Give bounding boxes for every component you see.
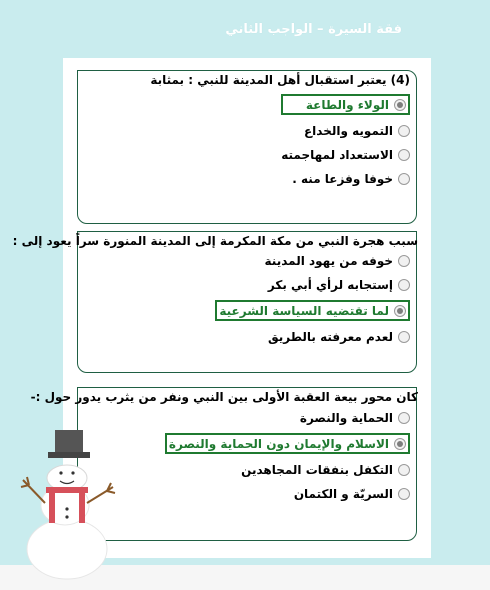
option-2[interactable] xyxy=(215,273,410,297)
radio-selected[interactable] xyxy=(394,99,406,111)
options-list xyxy=(165,406,410,506)
radio-button[interactable] xyxy=(398,125,410,137)
option-1[interactable] xyxy=(281,94,410,115)
option-4[interactable] xyxy=(281,167,410,191)
question-card-1 xyxy=(77,70,417,224)
option-label: التمويه والخداع xyxy=(303,124,393,138)
radio-button[interactable] xyxy=(398,464,410,476)
question-text: كان محور بيعة العقبة الأولى بين النبي ونفر من يثرب يدور حول :- xyxy=(30,390,418,404)
option-label: خوفه من يهود المدينة xyxy=(264,254,393,268)
radio-button[interactable] xyxy=(398,331,410,343)
radio-selected[interactable] xyxy=(394,305,406,317)
option-3[interactable] xyxy=(215,300,410,321)
option-label: الاسلام والإيمان دون الحماية والنصرة xyxy=(168,436,389,451)
snowman-icon xyxy=(15,425,125,585)
question-card-2 xyxy=(12,231,418,373)
options-list xyxy=(215,249,410,349)
option-label: الاستعداد لمهاجمته xyxy=(281,148,393,162)
option-3[interactable] xyxy=(165,458,410,482)
signature-text: صمت مؤلم xyxy=(34,540,94,553)
option-label: السريّة و الكتمان xyxy=(293,487,393,501)
radio-button[interactable] xyxy=(398,488,410,500)
radio-button[interactable] xyxy=(398,412,410,424)
option-label: لما تقتضيه السياسة الشرعية xyxy=(219,303,389,318)
option-label: الولاء والطاعة xyxy=(305,97,389,112)
radio-button[interactable] xyxy=(398,255,410,267)
option-1[interactable] xyxy=(165,406,410,430)
option-label: لعدم معرفته بالطريق xyxy=(267,330,393,344)
radio-button[interactable] xyxy=(398,279,410,291)
option-2[interactable] xyxy=(281,119,410,143)
option-2[interactable] xyxy=(165,433,410,454)
option-label: التكفل بنفقات المجاهدين xyxy=(241,463,393,477)
option-label: إستجابه لرأي أبي بكر xyxy=(267,278,393,292)
radio-button[interactable] xyxy=(398,149,410,161)
radio-button[interactable] xyxy=(398,173,410,185)
question-card-3 xyxy=(30,387,418,541)
question-text: (4) يعتبر استقبال أهل المدينة للنبي : بمثابة xyxy=(150,73,410,87)
option-label: خوفا وفزعا منه . xyxy=(292,172,393,186)
option-3[interactable] xyxy=(281,143,410,167)
question-text: سبب هجرة النبي من مكة المكرمة إلى المدينة المنورة سراً يعود إلى : xyxy=(12,234,418,248)
option-1[interactable] xyxy=(215,249,410,273)
options-list xyxy=(281,91,410,191)
option-4[interactable] xyxy=(165,482,410,506)
option-4[interactable] xyxy=(215,325,410,349)
page-title: فقة السيرة – الواجب الثاني xyxy=(225,22,402,37)
radio-selected[interactable] xyxy=(394,438,406,450)
option-label: الحماية والنصرة xyxy=(299,411,393,425)
